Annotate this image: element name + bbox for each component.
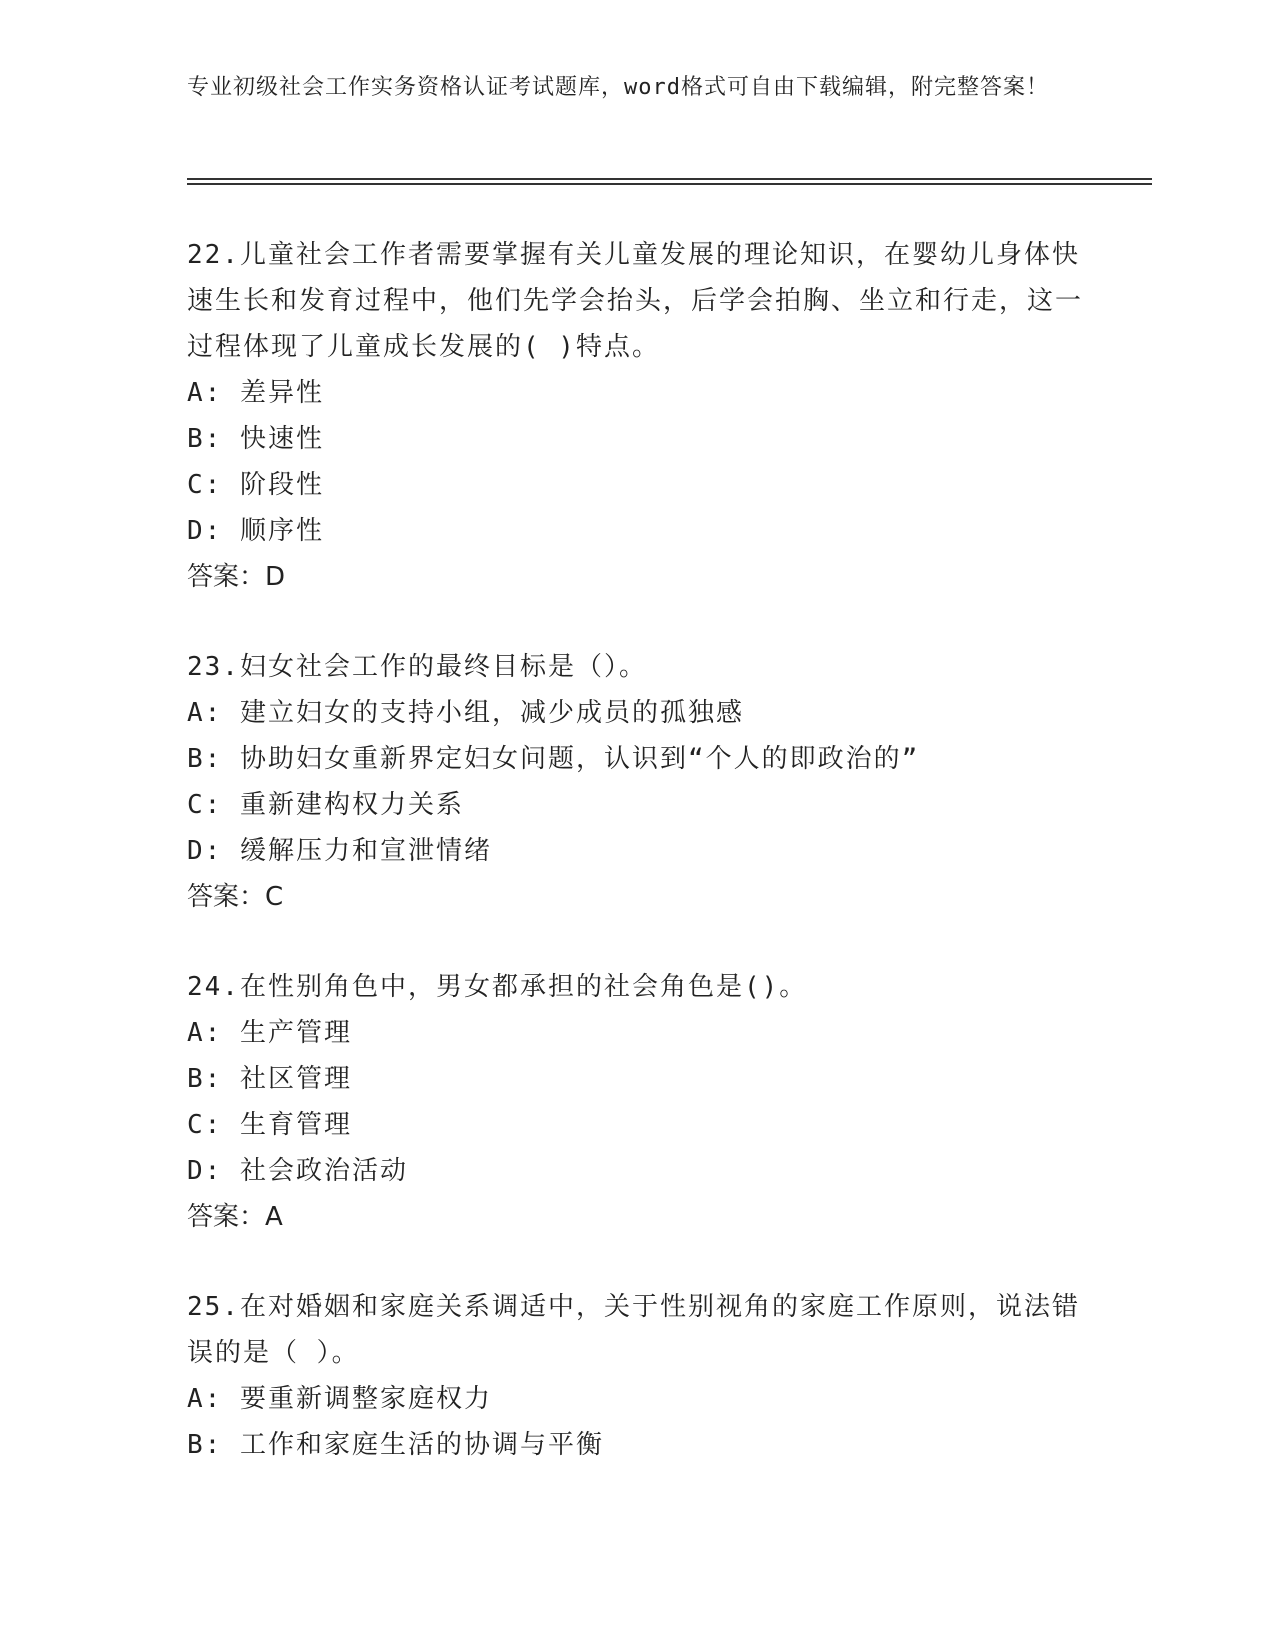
answer: 答案：C — [187, 882, 284, 912]
option-b: B: 协助妇女重新界定妇女问题，认识到“个人的即政治的” — [187, 744, 920, 774]
option-d: D: 社会政治活动 — [187, 1156, 408, 1186]
option-a: A: 要重新调整家庭权力 — [187, 1384, 492, 1414]
question-text: 22.儿童社会工作者需要掌握有关儿童发展的理论知识，在婴幼儿身体快速生长和发育过程中，他们先学会抬头，后学会拍胸、坐立和行走，这一过程体现了儿童成长发展的( )特点。 — [187, 240, 1084, 362]
option-d: D: 缓解压力和宣泄情绪 — [187, 836, 492, 866]
question-text: 24.在性别角色中，男女都承担的社会角色是()。 — [187, 972, 808, 1002]
header-divider-top — [187, 178, 1152, 180]
question-24 — [187, 964, 1087, 1240]
option-c: C: 重新建构权力关系 — [187, 790, 464, 820]
question-25 — [187, 1284, 1087, 1468]
option-d: D: 顺序性 — [187, 516, 324, 546]
header-divider-bottom — [187, 183, 1152, 185]
answer: 答案：D — [187, 562, 286, 592]
question-text: 23.妇女社会工作的最终目标是（）。 — [187, 652, 647, 682]
option-b: B: 工作和家庭生活的协调与平衡 — [187, 1430, 604, 1460]
option-c: C: 生育管理 — [187, 1110, 352, 1140]
question-text: 25.在对婚姻和家庭关系调适中，关于性别视角的家庭工作原则，说法错误的是（ ）。 — [187, 1292, 1080, 1368]
answer: 答案：A — [187, 1202, 283, 1232]
option-a: A: 生产管理 — [187, 1018, 352, 1048]
option-c: C: 阶段性 — [187, 470, 324, 500]
question-23 — [187, 644, 1087, 920]
question-22 — [187, 232, 1087, 600]
option-a: A: 建立妇女的支持小组，减少成员的孤独感 — [187, 698, 744, 728]
option-b: B: 社区管理 — [187, 1064, 352, 1094]
document-header: 专业初级社会工作实务资格认证考试题库，word格式可自由下载编辑，附完整答案！ — [187, 75, 1049, 100]
question-list — [187, 232, 1087, 1512]
option-a: A: 差异性 — [187, 378, 324, 408]
option-b: B: 快速性 — [187, 424, 324, 454]
